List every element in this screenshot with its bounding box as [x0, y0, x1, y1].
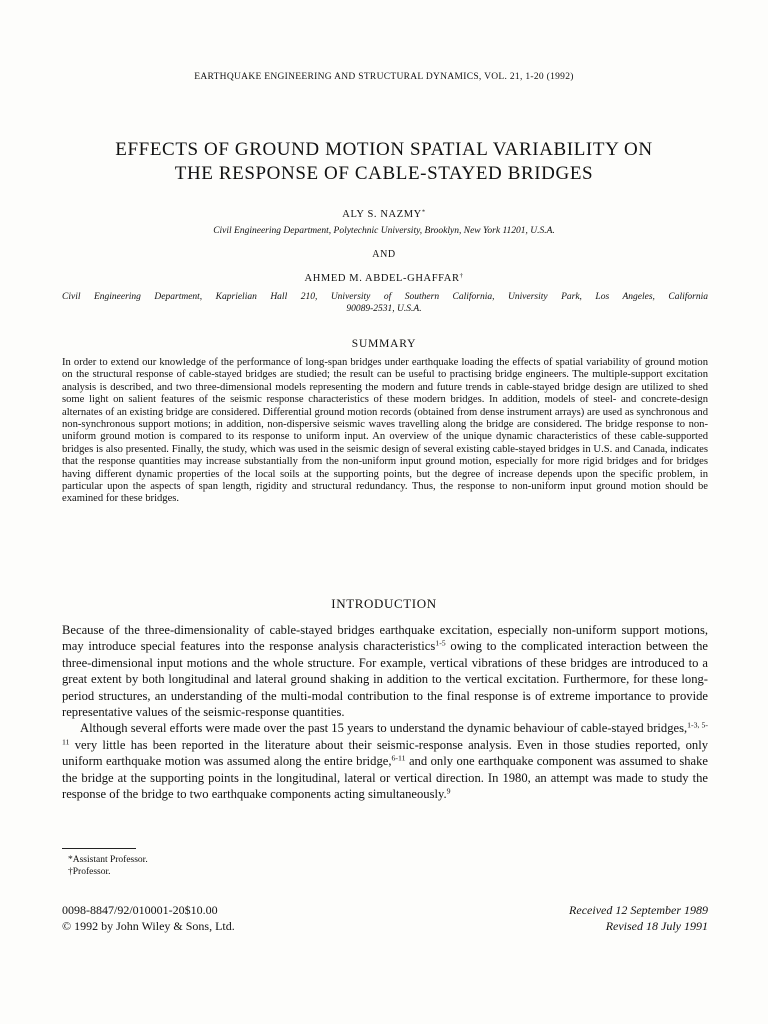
author-2-affiliation-line-1: Civil Engineering Department, Kaprielian Hall 210, University of Southern California, University Park, Los Angeles, California	[62, 292, 708, 302]
citation: 1-5	[435, 639, 446, 649]
intro-p1-text-a: Because of the three-dimensionality of cable-stayed bridges earthquake excitation, especially non-uniform support motions, may introduce special features into the response analysis characteristics	[62, 623, 708, 654]
intro-p2-text-a: Although several efforts were made over the past 15 years to understand the dynamic behaviour of cable-stayed bridges,	[80, 721, 688, 736]
citation: 6-11	[391, 753, 406, 763]
and-separator: AND	[372, 249, 396, 260]
intro-paragraph-1	[62, 622, 708, 720]
intro-p2-text-b: very little has been reported in the literature about their seismic-response analysis. Even in those studies reported, only uniform earthquake motion was assumed along the entire bridge,	[62, 737, 708, 769]
introduction-heading: INTRODUCTION	[331, 596, 437, 611]
journal-header: EARTHQUAKE ENGINEERING AND STRUCTURAL DYNAMICS, VOL. 21, 1-20 (1992)	[194, 72, 574, 82]
received-date: Received 12 September 1989	[569, 903, 708, 917]
paper-title	[0, 138, 768, 186]
revised-date: Revised 18 July 1991	[605, 919, 708, 933]
summary-text: In order to extend our knowledge of the performance of long-span bridges under earthquake loading the effects of spatial variability of ground motion on the structural response of cable-stayed bridges are studied; the result can be useful to practising bridge engineers. The multiple-support excitation analysis is described, and two three-dimensional models representing the modern and future trends in cable-stayed bridge design are utilized to shed some light on salient features of the seismic response characteristics of these modern bridges. In addition, models of steel- and concrete-design alternates of an existing bridge are considered. Differential ground motion records (obtained from dense instrument arrays) are used as synchronous and non-synchronous support motions; in addition, non-dispersive seismic waves travelling along the bridge are considered. The bridge response to non-uniform ground motion is compared to its response to uniform input. An overview of the unique dynamic characteristics of these cable-supported bridges is also presented. Finally, the study, which was used in the seismic design of several existing cable-stayed bridges in U.S. and Canada, indicates that the response quantities may increase substantially from the non-uniform input ground motion, especially for more rigid bridges and for bridges having different dynamic properties of the local soils at the supporting points, but the degree of increase depends upon the specific problem, in particular upon the aspects of span length, rigidity and structural redundancy. Thus, the response to non-uniform input ground motion should be examined for these bridges.	[62, 357, 708, 505]
intro-paragraph-2	[62, 720, 708, 802]
article-code: 0098-8847/92/010001-20$10.00	[62, 903, 218, 917]
intro-p2-text-c: and only one earthquake component was assumed to shake the bridge at the supporting points in the longitudinal, lateral or vertical direction. In 1980, an attempt was made to study the response of the bridge to two earthquake components acting simultaneously.	[62, 754, 709, 802]
footnote-rule	[62, 848, 136, 849]
author-1-affiliation: Civil Engineering Department, Polytechnic University, Brooklyn, New York 11201, U.S.A.	[213, 226, 555, 236]
author-2-name: AHMED M. ABDEL-GHAFFAR	[304, 273, 460, 284]
author-2-mark: †	[459, 272, 464, 280]
author-2	[0, 273, 768, 284]
author-1-mark: *	[421, 208, 426, 216]
author-1-name: ALY S. NAZMY	[342, 209, 422, 220]
copyright-line: © 1992 by John Wiley & Sons, Ltd.	[62, 919, 235, 933]
intro-p1-text-b: owing to the complicated interaction between the three-dimensional input motions and the whole structure. For example, vertical vibrations of these bridges are introduced to a great extent by both longitudinal and lateral ground shaking in addition to the vertical excitation. Furthermore, for these long-period structures, an understanding of the multi-modal contribution to the final response is of extreme importance to provide representative values of the seismic-response quantities.	[62, 639, 708, 720]
introduction-body	[62, 622, 708, 802]
footnote-2: †Professor.	[68, 867, 111, 877]
citation: 9	[446, 786, 451, 796]
footnote-1: *Assistant Professor.	[68, 855, 148, 865]
citation: 1-3, 5-11	[62, 721, 708, 747]
author-1	[0, 209, 768, 220]
title-line-2: THE RESPONSE OF CABLE-STAYED BRIDGES	[174, 163, 594, 184]
title-line-1: EFFECTS OF GROUND MOTION SPATIAL VARIABILITY ON	[115, 139, 653, 160]
summary-heading: SUMMARY	[351, 338, 417, 350]
author-2-affiliation-line-2: 90089-2531, U.S.A.	[346, 304, 422, 314]
